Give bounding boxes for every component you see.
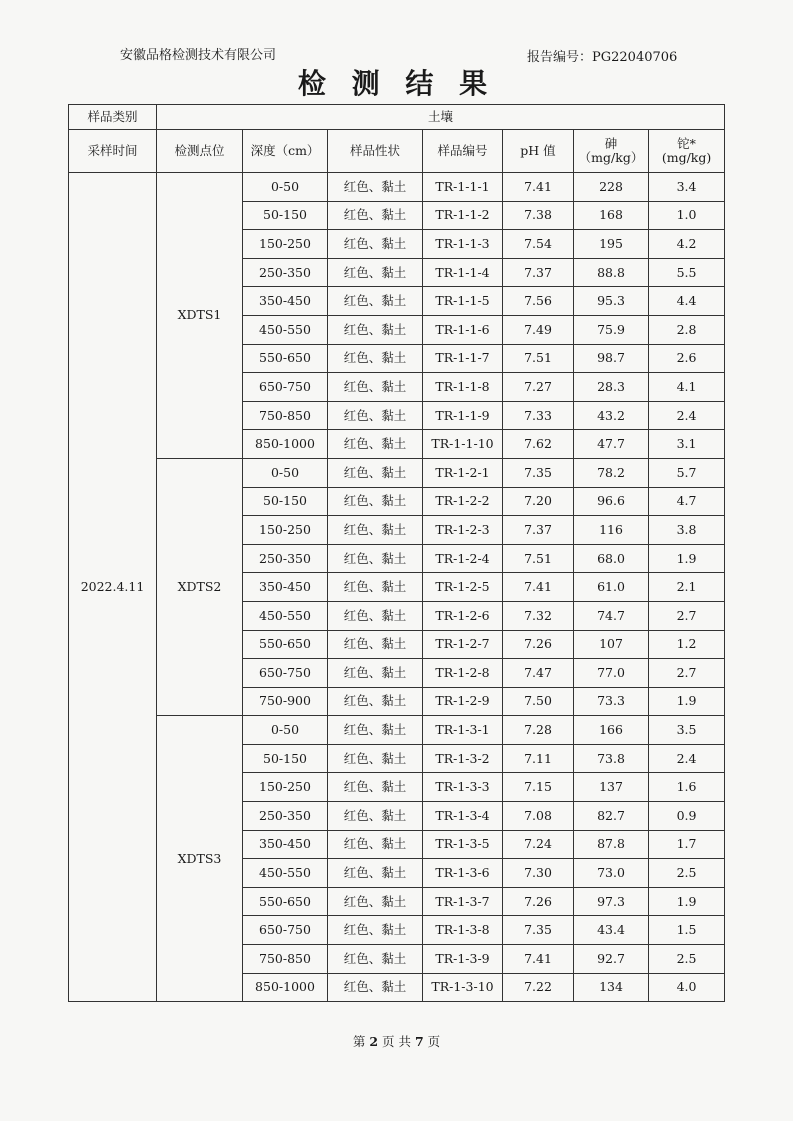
- ph-cell: 7.37: [503, 258, 574, 287]
- appearance-cell: 红色、黏土: [328, 373, 423, 402]
- appearance-cell: 红色、黏土: [328, 401, 423, 430]
- thallium-cell: 1.6: [649, 773, 725, 802]
- thallium-cell: 1.9: [649, 687, 725, 716]
- col-header-arsenic: [574, 130, 649, 173]
- sample-id-cell: TR-1-3-5: [423, 830, 503, 859]
- appearance-cell: 红色、黏土: [328, 659, 423, 688]
- sample-id-cell: TR-1-3-10: [423, 973, 503, 1002]
- sample-id-cell: TR-1-3-7: [423, 887, 503, 916]
- depth-cell: 450-550: [243, 601, 328, 630]
- table-row: [69, 173, 725, 202]
- sample-id-cell: TR-1-1-10: [423, 430, 503, 459]
- sample-id-cell: TR-1-1-8: [423, 373, 503, 402]
- ph-cell: 7.41: [503, 573, 574, 602]
- sample-id-cell: TR-1-2-9: [423, 687, 503, 716]
- arsenic-cell: 96.6: [574, 487, 649, 516]
- ph-cell: 7.22: [503, 973, 574, 1002]
- depth-cell: 550-650: [243, 887, 328, 916]
- ph-cell: 7.47: [503, 659, 574, 688]
- sample-id-cell: TR-1-1-1: [423, 173, 503, 202]
- appearance-cell: 红色、黏土: [328, 487, 423, 516]
- sample-id-cell: TR-1-1-4: [423, 258, 503, 287]
- arsenic-cell: 74.7: [574, 601, 649, 630]
- depth-cell: 250-350: [243, 544, 328, 573]
- appearance-cell: 红色、黏土: [328, 516, 423, 545]
- arsenic-cell: 88.8: [574, 258, 649, 287]
- col-header-appearance: 样品性状: [328, 130, 423, 173]
- ph-cell: 7.32: [503, 601, 574, 630]
- thallium-cell: 4.1: [649, 373, 725, 402]
- thallium-cell: 1.7: [649, 830, 725, 859]
- arsenic-cell: 137: [574, 773, 649, 802]
- arsenic-cell: 28.3: [574, 373, 649, 402]
- sample-id-cell: TR-1-2-6: [423, 601, 503, 630]
- sample-id-cell: TR-1-1-7: [423, 344, 503, 373]
- depth-cell: 850-1000: [243, 430, 328, 459]
- arsenic-cell: 166: [574, 716, 649, 745]
- page-footer: [0, 1032, 793, 1050]
- sample-id-cell: TR-1-3-4: [423, 802, 503, 831]
- site-cell: XDTS2: [157, 458, 243, 715]
- col-header-ph: pH 值: [503, 130, 574, 173]
- thallium-cell: 2.1: [649, 573, 725, 602]
- sample-id-cell: TR-1-2-8: [423, 659, 503, 688]
- depth-cell: 650-750: [243, 916, 328, 945]
- arsenic-cell: 92.7: [574, 945, 649, 974]
- depth-cell: 350-450: [243, 573, 328, 602]
- appearance-cell: 红色、黏土: [328, 201, 423, 230]
- thallium-cell: 4.0: [649, 973, 725, 1002]
- ph-cell: 7.28: [503, 716, 574, 745]
- thallium-cell: 2.6: [649, 344, 725, 373]
- thallium-cell: 2.7: [649, 659, 725, 688]
- thallium-cell: 1.5: [649, 916, 725, 945]
- appearance-cell: 红色、黏土: [328, 315, 423, 344]
- depth-cell: 850-1000: [243, 973, 328, 1002]
- arsenic-label: 砷: [604, 136, 618, 151]
- depth-cell: 150-250: [243, 230, 328, 259]
- ph-cell: 7.20: [503, 487, 574, 516]
- thallium-cell: 1.0: [649, 201, 725, 230]
- ph-cell: 7.26: [503, 630, 574, 659]
- ph-cell: 7.27: [503, 373, 574, 402]
- depth-cell: 450-550: [243, 859, 328, 888]
- ph-cell: 7.37: [503, 516, 574, 545]
- sample-id-cell: TR-1-1-6: [423, 315, 503, 344]
- sample-type-value: 土壤: [157, 105, 725, 130]
- arsenic-cell: 95.3: [574, 287, 649, 316]
- appearance-cell: 红色、黏土: [328, 945, 423, 974]
- depth-cell: 0-50: [243, 458, 328, 487]
- footer-page-number: 2: [369, 1034, 379, 1049]
- appearance-cell: 红色、黏土: [328, 430, 423, 459]
- depth-cell: 650-750: [243, 373, 328, 402]
- thallium-cell: 4.4: [649, 287, 725, 316]
- arsenic-cell: 195: [574, 230, 649, 259]
- sampling-date-cell: 2022.4.11: [69, 173, 157, 1002]
- depth-cell: 150-250: [243, 516, 328, 545]
- arsenic-cell: 73.3: [574, 687, 649, 716]
- sample-id-cell: TR-1-1-5: [423, 287, 503, 316]
- col-header-thallium: [649, 130, 725, 173]
- sample-id-cell: TR-1-1-2: [423, 201, 503, 230]
- ph-cell: 7.35: [503, 458, 574, 487]
- thallium-cell: 5.5: [649, 258, 725, 287]
- sample-id-cell: TR-1-2-7: [423, 630, 503, 659]
- arsenic-cell: 87.8: [574, 830, 649, 859]
- ph-cell: 7.38: [503, 201, 574, 230]
- company-name: 安徽品格检测技术有限公司: [120, 48, 277, 63]
- thallium-cell: 3.1: [649, 430, 725, 459]
- ph-cell: 7.15: [503, 773, 574, 802]
- depth-cell: 0-50: [243, 173, 328, 202]
- appearance-cell: 红色、黏土: [328, 230, 423, 259]
- site-cell: XDTS1: [157, 173, 243, 459]
- appearance-cell: 红色、黏土: [328, 687, 423, 716]
- thallium-label: 铊*: [677, 136, 696, 151]
- arsenic-cell: 134: [574, 973, 649, 1002]
- appearance-cell: 红色、黏土: [328, 287, 423, 316]
- appearance-cell: 红色、黏土: [328, 344, 423, 373]
- depth-cell: 750-850: [243, 945, 328, 974]
- thallium-cell: 2.8: [649, 315, 725, 344]
- sample-id-cell: TR-1-3-9: [423, 945, 503, 974]
- sample-id-cell: TR-1-2-3: [423, 516, 503, 545]
- depth-cell: 250-350: [243, 258, 328, 287]
- thallium-cell: 0.9: [649, 802, 725, 831]
- arsenic-cell: 116: [574, 516, 649, 545]
- site-cell: XDTS3: [157, 716, 243, 1002]
- thallium-cell: 3.8: [649, 516, 725, 545]
- sample-type-row: [69, 105, 725, 130]
- thallium-cell: 5.7: [649, 458, 725, 487]
- appearance-cell: 红色、黏土: [328, 830, 423, 859]
- column-header-row: [69, 130, 725, 173]
- depth-cell: 550-650: [243, 630, 328, 659]
- appearance-cell: 红色、黏土: [328, 887, 423, 916]
- arsenic-cell: 77.0: [574, 659, 649, 688]
- sample-id-cell: TR-1-2-5: [423, 573, 503, 602]
- table-row: [69, 716, 725, 745]
- ph-cell: 7.41: [503, 173, 574, 202]
- depth-cell: 550-650: [243, 344, 328, 373]
- ph-cell: 7.51: [503, 544, 574, 573]
- appearance-cell: 红色、黏土: [328, 630, 423, 659]
- thallium-cell: 1.9: [649, 544, 725, 573]
- arsenic-cell: 107: [574, 630, 649, 659]
- depth-cell: 50-150: [243, 744, 328, 773]
- arsenic-cell: 168: [574, 201, 649, 230]
- col-header-site: 检测点位: [157, 130, 243, 173]
- arsenic-unit: （mg/kg）: [578, 150, 644, 165]
- ph-cell: 7.50: [503, 687, 574, 716]
- arsenic-cell: 61.0: [574, 573, 649, 602]
- thallium-cell: 1.2: [649, 630, 725, 659]
- depth-cell: 0-50: [243, 716, 328, 745]
- thallium-cell: 4.7: [649, 487, 725, 516]
- ph-cell: 7.62: [503, 430, 574, 459]
- footer-middle: 页 共: [382, 1034, 411, 1049]
- page-title: 检 测 结 果: [297, 67, 496, 100]
- depth-cell: 350-450: [243, 830, 328, 859]
- sample-id-cell: TR-1-3-8: [423, 916, 503, 945]
- col-header-depth: 深度（cm）: [243, 130, 328, 173]
- sample-id-cell: TR-1-2-4: [423, 544, 503, 573]
- results-table: [68, 104, 725, 1002]
- table-row: [69, 458, 725, 487]
- depth-cell: 50-150: [243, 487, 328, 516]
- appearance-cell: 红色、黏土: [328, 458, 423, 487]
- appearance-cell: 红色、黏土: [328, 716, 423, 745]
- col-header-date: 采样时间: [69, 130, 157, 173]
- ph-cell: 7.26: [503, 887, 574, 916]
- appearance-cell: 红色、黏土: [328, 544, 423, 573]
- ph-cell: 7.49: [503, 315, 574, 344]
- appearance-cell: 红色、黏土: [328, 601, 423, 630]
- depth-cell: 250-350: [243, 802, 328, 831]
- arsenic-cell: 43.2: [574, 401, 649, 430]
- footer-total-pages: 7: [414, 1034, 424, 1049]
- arsenic-cell: 97.3: [574, 887, 649, 916]
- footer-suffix: 页: [427, 1034, 441, 1049]
- appearance-cell: 红色、黏土: [328, 258, 423, 287]
- report-number: 报告编号：PG22040706: [527, 50, 678, 65]
- sample-id-cell: TR-1-3-2: [423, 744, 503, 773]
- ph-cell: 7.08: [503, 802, 574, 831]
- sample-id-cell: TR-1-2-2: [423, 487, 503, 516]
- sample-id-cell: TR-1-3-6: [423, 859, 503, 888]
- thallium-cell: 2.5: [649, 945, 725, 974]
- col-header-sample-id: 样品编号: [423, 130, 503, 173]
- appearance-cell: 红色、黏土: [328, 573, 423, 602]
- thallium-cell: 4.2: [649, 230, 725, 259]
- sample-id-cell: TR-1-2-1: [423, 458, 503, 487]
- sample-id-cell: TR-1-3-1: [423, 716, 503, 745]
- sample-id-cell: TR-1-3-3: [423, 773, 503, 802]
- arsenic-cell: 82.7: [574, 802, 649, 831]
- appearance-cell: 红色、黏土: [328, 916, 423, 945]
- thallium-cell: 2.4: [649, 744, 725, 773]
- thallium-cell: 2.4: [649, 401, 725, 430]
- depth-cell: 450-550: [243, 315, 328, 344]
- thallium-unit: (mg/kg): [661, 150, 712, 165]
- arsenic-cell: 78.2: [574, 458, 649, 487]
- depth-cell: 750-900: [243, 687, 328, 716]
- depth-cell: 350-450: [243, 287, 328, 316]
- arsenic-cell: 73.0: [574, 859, 649, 888]
- ph-cell: 7.41: [503, 945, 574, 974]
- appearance-cell: 红色、黏土: [328, 802, 423, 831]
- thallium-cell: 2.7: [649, 601, 725, 630]
- ph-cell: 7.11: [503, 744, 574, 773]
- ph-cell: 7.51: [503, 344, 574, 373]
- depth-cell: 50-150: [243, 201, 328, 230]
- appearance-cell: 红色、黏土: [328, 859, 423, 888]
- ph-cell: 7.24: [503, 830, 574, 859]
- footer-prefix: 第: [352, 1034, 366, 1049]
- arsenic-cell: 228: [574, 173, 649, 202]
- arsenic-cell: 47.7: [574, 430, 649, 459]
- arsenic-cell: 98.7: [574, 344, 649, 373]
- thallium-cell: 2.5: [649, 859, 725, 888]
- appearance-cell: 红色、黏土: [328, 973, 423, 1002]
- thallium-cell: 3.5: [649, 716, 725, 745]
- arsenic-cell: 75.9: [574, 315, 649, 344]
- thallium-cell: 1.9: [649, 887, 725, 916]
- ph-cell: 7.56: [503, 287, 574, 316]
- ph-cell: 7.33: [503, 401, 574, 430]
- ph-cell: 7.54: [503, 230, 574, 259]
- arsenic-cell: 43.4: [574, 916, 649, 945]
- appearance-cell: 红色、黏土: [328, 744, 423, 773]
- appearance-cell: 红色、黏土: [328, 173, 423, 202]
- appearance-cell: 红色、黏土: [328, 773, 423, 802]
- sample-id-cell: TR-1-1-9: [423, 401, 503, 430]
- arsenic-cell: 73.8: [574, 744, 649, 773]
- ph-cell: 7.30: [503, 859, 574, 888]
- depth-cell: 650-750: [243, 659, 328, 688]
- depth-cell: 750-850: [243, 401, 328, 430]
- arsenic-cell: 68.0: [574, 544, 649, 573]
- depth-cell: 150-250: [243, 773, 328, 802]
- sample-type-label: 样品类别: [69, 105, 157, 130]
- sample-id-cell: TR-1-1-3: [423, 230, 503, 259]
- thallium-cell: 3.4: [649, 173, 725, 202]
- ph-cell: 7.35: [503, 916, 574, 945]
